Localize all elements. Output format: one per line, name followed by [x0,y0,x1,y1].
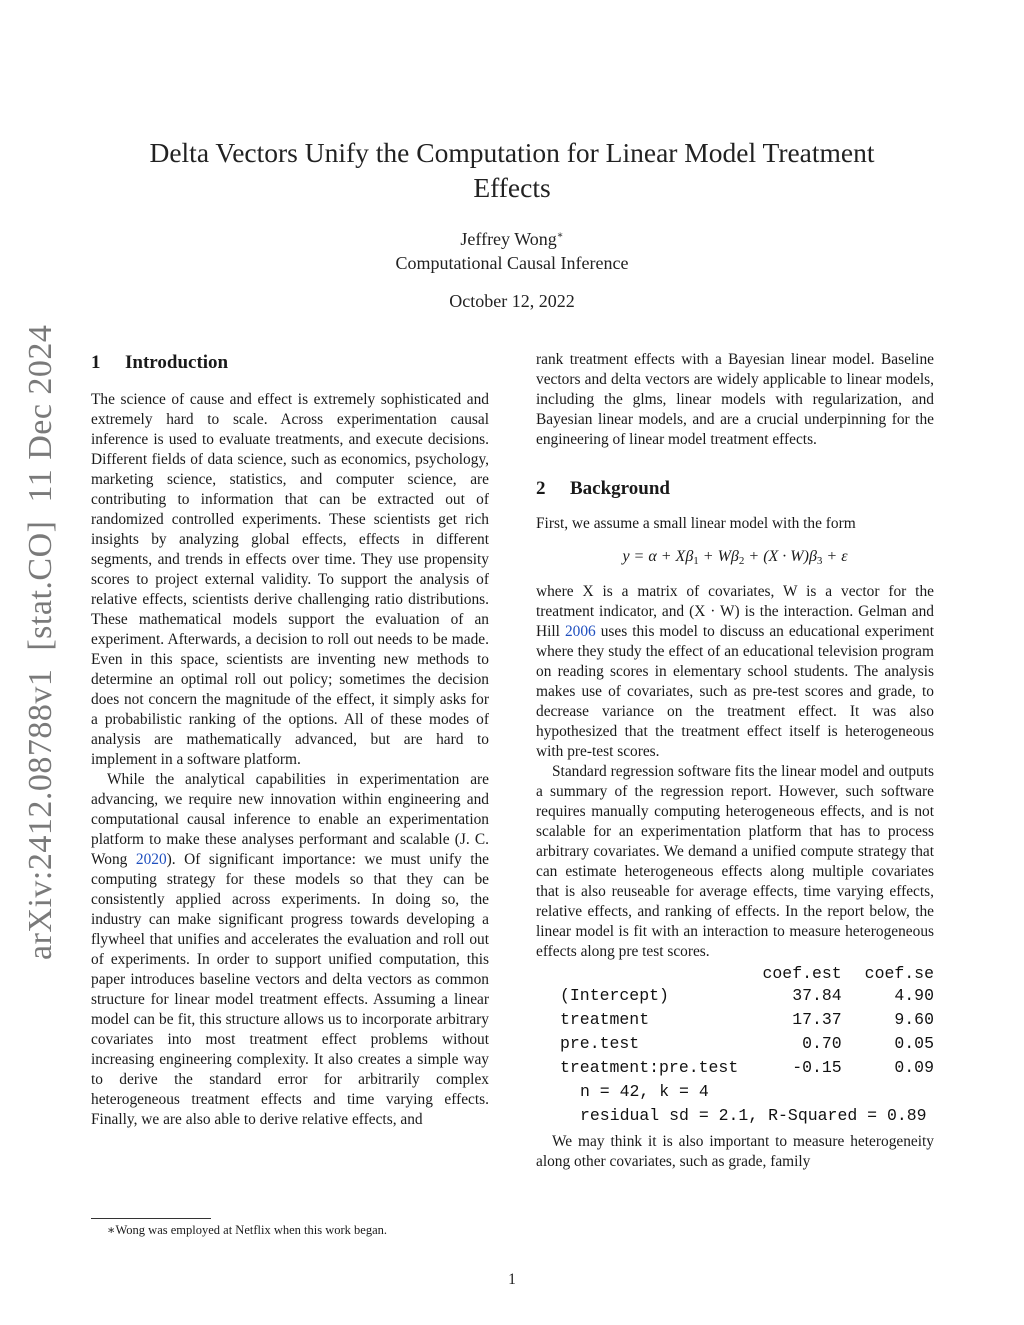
author-name [0,229,1024,250]
section-title: Background [570,478,670,499]
row-term: treatment:pre.test [560,1058,739,1077]
header-coef-se: coef.se [864,964,934,983]
regression-row [536,1032,934,1056]
intro-p2-text-a: While the analytical capabilities in experimentation are advancing, we require new innovation within engineering and computational causal inference to enable an experimentation platform to make these analyses performant and scalable (J. C. Wong [91,771,489,868]
row-term: pre.test [560,1034,640,1053]
linear-model-equation [536,546,934,572]
background-paragraph-2 [536,582,934,762]
eq-part-4: + ε [822,548,848,565]
row-estimate: 0.70 [802,1034,842,1053]
row-term: treatment [560,1010,650,1029]
citation-link-wong-2020[interactable]: 2020 [135,851,167,868]
row-std-error: 0.05 [894,1034,934,1053]
author-name-text: Jeffrey Wong [460,229,557,249]
bg-p2-text-b: uses this model to discuss an educational experiment where they study the effect of an educational television program on reading scores in elementary school students. The analysis makes use of covariates, such as pre-test scores and grade, to decrease variance on the treatment effect. It was also hypothesized that the treatment effect itself is heterogeneous with pre-test scores. [536,623,934,760]
page-number: 1 [508,1271,516,1288]
row-estimate: -0.15 [792,1058,842,1077]
regression-row [536,1008,934,1032]
section-heading-introduction [91,350,489,376]
row-term: (Intercept) [560,986,669,1005]
intro-paragraph-1: The science of cause and effect is extremely sophisticated and extremely hard to scale. Across experimentation causal inference is used to evaluate treatments, and execute decisions. Different fields of data science, such as economics, psychology, marketing science, statistics, and computer science, are contributing to information that can be extracted out of randomized controlled experiments. These scientists get rich insights by analyzing global effects, effects in different segments, and trends in effects over time. They use propensity scores to project external validity. To support the analysis of relative effects, scientists derive challenging ratio distributions. These mathematical models support the evaluation of an experiment. Afterwards, a decision to roll out needs to be made. Even in this space, scientists are inventing new methods to determine an optimal roll out policy; sometimes the decision does not concern the magnitude of the effect, it simply asks for a probabilistic ranking of the options. All of these modes of analysis are mathematically advanced, but are hard to implement in a software platform. [91,391,489,768]
arxiv-identifier: arXiv:2412.08788v1 [stat.CO] 11 Dec 2024 [22,324,59,960]
eq-part-3: + (X · W)β [744,548,817,565]
background-paragraph-1: First, we assume a small linear model with the form [536,515,856,532]
bg-p2-text-a: where X is a matrix of covariates, W is a vector for the treatment indicator, and (X · W) is the interaction. Gelman and Hill [536,583,934,640]
eq-sub-3: 3 [816,555,823,567]
regression-row [536,1056,934,1080]
author-affiliation: Computational Causal Inference [395,253,629,273]
author-footnote-mark: ∗ [556,230,564,241]
intro-paragraph-3: rank treatment effects with a Bayesian linear model. Baseline vectors and delta vectors are widely applicable to linear models, including the glms, linear models with regularization, and Bayesian linear models, and are a crucial underpinning for the engineering of linear model treatment effects. [536,351,934,448]
paper-title: Delta Vectors Unify the Computation for Linear Model Treatment Effects [149,137,875,203]
row-estimate: 37.84 [792,986,842,1005]
left-column [91,350,489,1130]
footnote: ∗Wong was employed at Netflix when this work began. [107,1223,387,1237]
background-paragraph-3: Standard regression software fits the linear model and outputs a summary of the regression report. However, such software requires manually computing heterogeneous effects, and is not scalable for an experimentation platform that has to process arbitrary covariates. We demand a unified compute strategy that can estimate heterogeneous effects along multiple covariates that is also reuseable for average effects, time varying effects, relative effects, and ranking of effects. In the report below, the linear model is fit with an interaction to measure heterogeneous effects along pre test scores. [536,763,934,960]
regression-report [536,962,934,1128]
row-estimate: 17.37 [792,1010,842,1029]
intro-p2-text-b: ). Of significant importance: we must unify the computing strategy for these models so that they can be consistently applied across experiments. In doing so, the industry can make significant progress towards developing a flywheel that unifies and accelerates the evaluation and roll out of experiments. In order to support unified computation, this paper introduces baseline vectors and delta vectors as common structure for linear model treatment effects. Assuming a linear model can be fit, this structure allows us to incorporate arbitrary covariates into most treatment effect problems without increasing engineering complexity. It also creates a simple way to derive the standard error for arbitrarily complex heterogeneous treatment effects and time varying effects. Finally, we are also able to derive relative effects, and [91,851,489,1128]
eq-part-2: + Wβ [698,548,739,565]
row-std-error: 0.09 [894,1058,934,1077]
section-heading-background [536,476,934,502]
citation-link-gelman-hill-2006[interactable]: 2006 [564,623,596,640]
section-title: Introduction [125,352,229,373]
footnote-rule [91,1218,211,1219]
regression-header [536,962,934,984]
section-number: 1 [91,352,101,373]
intro-paragraph-2 [91,770,489,1130]
regression-row [536,984,934,1008]
eq-sub-2: 2 [738,555,745,567]
regression-footer-fit: residual sd = 2.1, R-Squared = 0.89 [580,1106,927,1125]
eq-sub-1: 1 [693,555,699,567]
regression-footer-n-k: n = 42, k = 4 [580,1082,709,1101]
row-std-error: 9.60 [894,1010,934,1029]
header-coef-est: coef.est [762,964,842,983]
right-column [536,350,934,1172]
background-paragraph-4: We may think it is also important to measure heterogeneity along other covariates, such as grade, family [536,1133,934,1170]
section-number: 2 [536,478,546,499]
paper-date: October 12, 2022 [449,291,575,311]
row-std-error: 4.90 [894,986,934,1005]
eq-part-1: y = α + Xβ [622,548,694,565]
